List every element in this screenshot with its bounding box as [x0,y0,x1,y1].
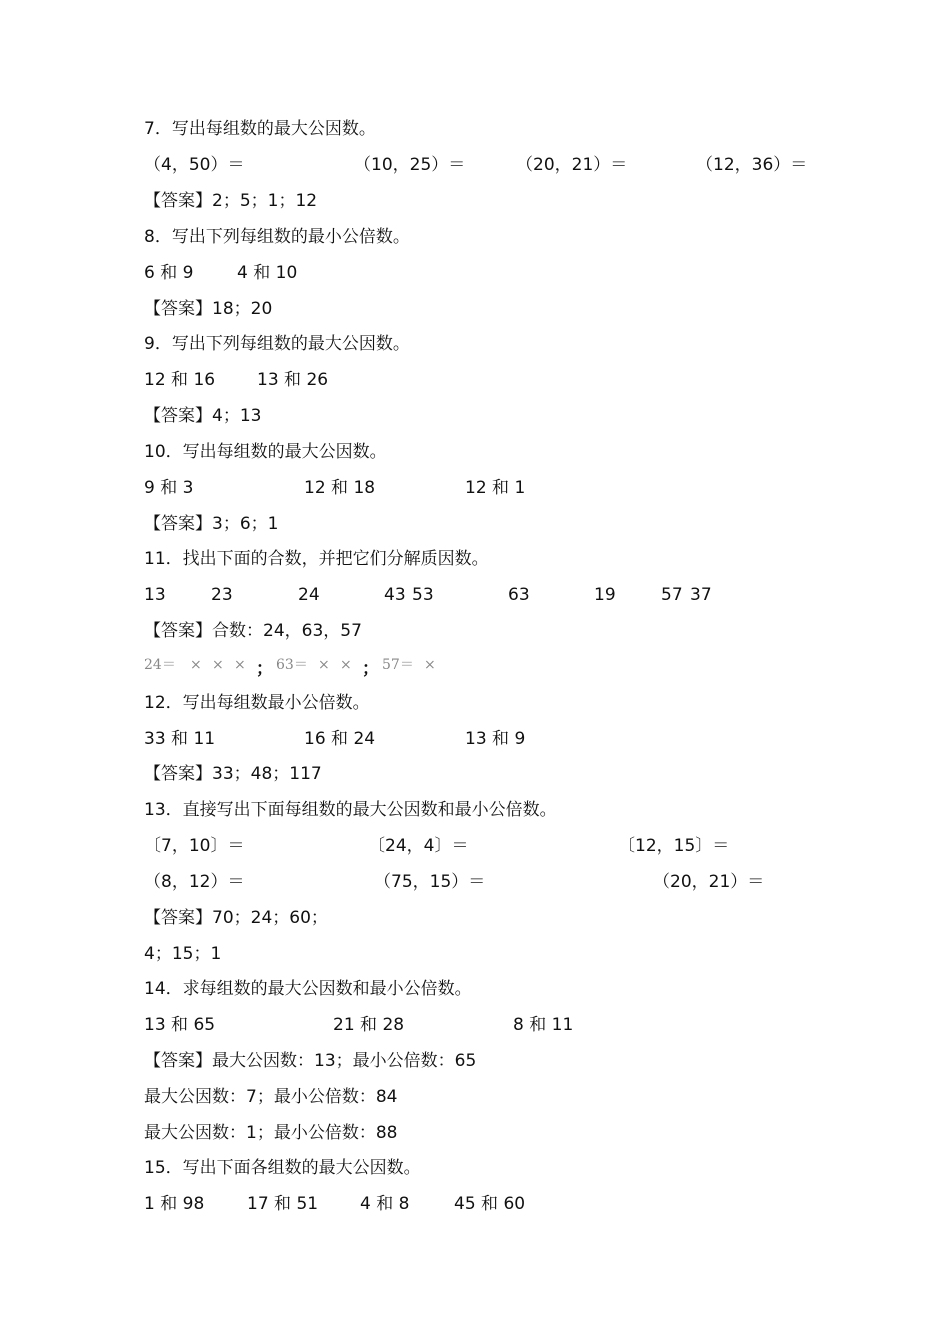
q9-item: 12 和 16 [144,370,216,390]
q13-item: 〔24，4〕＝ [368,836,469,856]
q13-item: （8，12）＝ [144,872,245,892]
q9-item: 13 和 26 [257,370,329,390]
q13-title: 13．直接写出下面每组数的最大公因数和最小公倍数。 [144,800,557,820]
q13-answer-continued: 4；15；1 [144,944,222,964]
q11-factor-part: × [340,657,352,673]
q14-answer-continued: 最大公因数：1；最小公倍数：88 [144,1123,398,1143]
q8-answer: 【答案】18；20 [144,299,273,319]
q11-number: 13 [144,585,166,605]
q8-item: 4 和 10 [237,263,298,283]
q14-answer: 【答案】最大公因数：13；最小公倍数：65 [144,1051,477,1071]
q14-item: 8 和 11 [513,1015,574,1035]
q13-item: 〔12，15〕＝ [618,836,730,856]
q12-item: 13 和 9 [465,729,526,749]
q7-item: （10，25）＝ [354,155,466,175]
q11-title: 11．找出下面的合数，并把它们分解质因数。 [144,549,489,569]
q15-item: 45 和 60 [454,1194,526,1214]
q11-factor-part: × [318,657,330,673]
q13-item: （75，15）＝ [374,872,486,892]
q13-answer: 【答案】70；24；60； [144,908,328,928]
q7-answer: 【答案】2；5；1；12 [144,191,318,211]
q11-number: 24 [298,585,320,605]
q8-item: 6 和 9 [144,263,194,283]
q9-title: 9．写出下列每组数的最大公因数。 [144,334,410,354]
q7-item: （12，36）＝ [696,155,808,175]
q12-item: 33 和 11 [144,729,216,749]
q12-item: 16 和 24 [304,729,376,749]
q11-number: 63 [508,585,530,605]
q7-item: （4，50）＝ [144,155,245,175]
q10-title: 10．写出每组数的最大公因数。 [144,442,387,462]
q15-title: 15．写出下面各组数的最大公因数。 [144,1158,421,1178]
q7-title: 7．写出每组数的最大公因数。 [144,119,376,139]
q11-factor-part: × [212,657,224,673]
q7-item: （20，21）＝ [516,155,628,175]
q11-factor-part: × [190,657,202,673]
q11-factor-part: 57＝ [382,657,414,673]
q11-number: 37 [690,585,712,605]
q10-item: 12 和 1 [465,478,526,498]
q15-item: 1 和 98 [144,1194,205,1214]
q11-factor-part: ； [362,659,379,679]
q12-answer: 【答案】33；48；117 [144,764,322,784]
q12-title: 12．写出每组数最小公倍数。 [144,693,370,713]
q10-item: 12 和 18 [304,478,376,498]
q14-answer-continued: 最大公因数：7；最小公倍数：84 [144,1087,398,1107]
q14-title: 14．求每组数的最大公因数和最小公倍数。 [144,979,472,999]
q14-item: 13 和 65 [144,1015,216,1035]
q9-answer: 【答案】4；13 [144,406,262,426]
q11-factor-part: 63＝ [276,657,308,673]
q11-number: 53 [412,585,434,605]
q11-factor-part: ； [256,659,273,679]
q14-item: 21 和 28 [333,1015,405,1035]
q11-number: 43 [384,585,406,605]
q11-number: 19 [594,585,616,605]
q11-factor-part: × [424,657,436,673]
q10-item: 9 和 3 [144,478,194,498]
q11-factor-part: 24＝ [144,657,176,673]
q11-number: 23 [211,585,233,605]
q10-answer: 【答案】3；6；1 [144,514,279,534]
q13-item: （20，21）＝ [653,872,765,892]
q11-factor-part: × [234,657,246,673]
q11-answer: 【答案】合数：24，63，57 [144,621,362,641]
q8-title: 8．写出下列每组数的最小公倍数。 [144,227,410,247]
q15-item: 17 和 51 [247,1194,319,1214]
q13-item: 〔7，10〕＝ [144,836,245,856]
q15-item: 4 和 8 [360,1194,410,1214]
q11-number: 57 [661,585,683,605]
